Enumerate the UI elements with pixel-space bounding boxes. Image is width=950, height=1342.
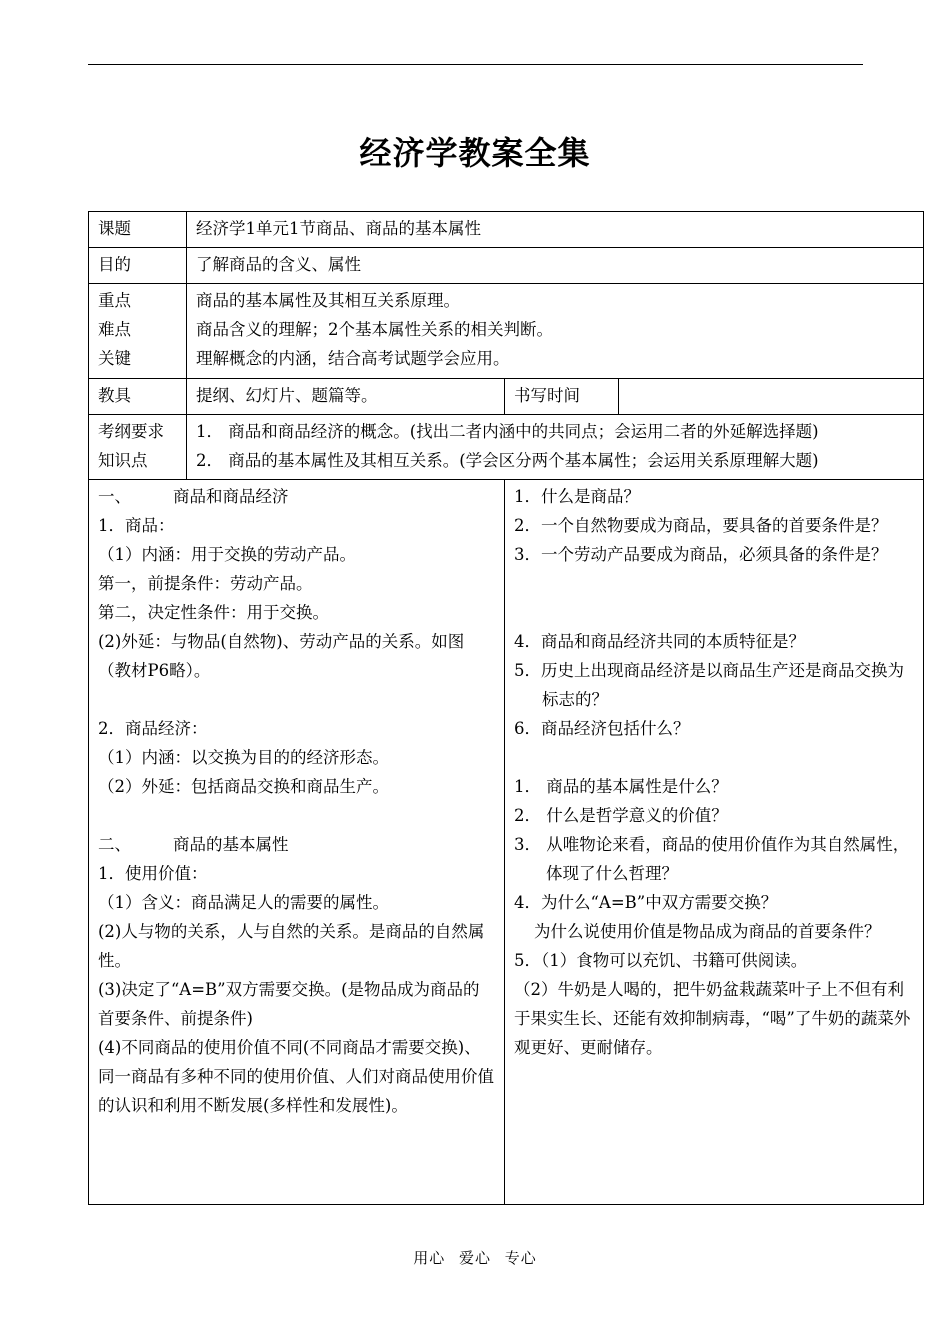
difficulty-value: 商品含义的理解；2个基本属性关系的相关判断。 [196, 320, 553, 339]
lesson-plan-table [88, 211, 924, 1205]
spacer [514, 743, 915, 772]
s2-1d: (4)不同商品的使用价值不同(不同商品才需要交换)、同一商品有多种不同的使用价值、人们对商品使用价值的认识和利用不断发展(多样性和发展性)。 [98, 1038, 494, 1115]
key-value: 商品的基本属性及其相互关系原理。 [196, 291, 460, 310]
difficulty-label: 难点 [98, 320, 131, 339]
s1-item1: 1．商品： [98, 516, 175, 535]
content-row [89, 480, 924, 1205]
review-5: 5．（1）食物可以充饥、书籍可供阅读。 [514, 951, 808, 970]
review-4: 4．为什么“A=B”中双方需要交换？ [514, 893, 778, 912]
review-1: 1． 商品的基本属性是什么？ [514, 777, 728, 796]
crux-value: 理解概念的内涵，结合高考试题学会应用。 [196, 349, 510, 368]
review-5b: （2）牛奶是人喝的，把牛奶盆栽蔬菜叶子上不但有利于果实生长、还能有效抑制病毒，“喝”了牛奶的蔬菜外观更好、更耐储存。 [514, 980, 911, 1057]
key-label: 重点 [98, 291, 131, 310]
question-2: 2．一个自然物要成为商品，要具备的首要条件是？ [514, 516, 888, 535]
key-points-row [89, 284, 924, 379]
outline-row [89, 415, 924, 480]
s1-item2: 2．商品经济： [98, 719, 208, 738]
write-time-value [619, 379, 924, 415]
s1-1a: （1）内涵：用于交换的劳动产品。 [98, 545, 356, 564]
purpose-value: 了解商品的含义、属性 [187, 248, 924, 284]
knowledge-label: 知识点 [98, 451, 148, 470]
review-3: 3． 从唯物论来看，商品的使用价值作为其自然属性，体现了什么哲理？ [514, 835, 910, 883]
question-1: 1．什么是商品？ [514, 487, 640, 506]
spacer [514, 598, 915, 627]
page-footer [0, 1247, 950, 1268]
section2-title: 二、 商品的基本属性 [98, 835, 289, 854]
review-2: 2． 什么是哲学意义的价值？ [514, 806, 728, 825]
footer-word: 爱心 [458, 1249, 491, 1267]
footer-word: 用心 [413, 1249, 446, 1267]
tools-row [89, 379, 924, 415]
s1-1d: (2)外延：与物品(自然物)、劳动产品的关系。如图（教材P6略）。 [98, 632, 465, 680]
outline-labels [89, 415, 187, 480]
content-right [505, 480, 924, 1205]
s1-1c: 第二，决定性条件：用于交换。 [98, 603, 329, 622]
s1-1b: 第一，前提条件：劳动产品。 [98, 574, 313, 593]
key-points-values [187, 284, 924, 379]
document-title: 经济学教案全集 [359, 134, 591, 172]
write-time-label: 书写时间 [505, 379, 619, 415]
section1-title: 一、 商品和商品经济 [98, 487, 289, 506]
s1-2a: （1）内涵：以交换为目的的经济形态。 [98, 748, 389, 767]
header-rule [88, 64, 863, 65]
review-4b: 为什么说使用价值是物品成为商品的首要条件？ [534, 922, 881, 941]
outline-item: 1． 商品和商品经济的概念。(找出二者内涵中的共同点；会运用二者的外延解选择题) [196, 422, 819, 441]
content-left [89, 480, 505, 1205]
spacer [514, 569, 915, 598]
topic-row [89, 212, 924, 248]
spacer [98, 801, 496, 830]
s2-1c: (3)决定了“A=B”双方需要交换。(是物品成为商品的首要条件、前提条件) [98, 980, 480, 1028]
spacer [98, 685, 496, 714]
outline-item: 2． 商品的基本属性及其相互关系。(学会区分两个基本属性；会运用关系原理解大题) [196, 451, 819, 470]
outline-label: 考纲要求 [98, 422, 164, 441]
purpose-label: 目的 [89, 248, 187, 284]
question-5: 5．历史上出现商品经济是以商品生产还是商品交换为标志的？ [514, 661, 904, 709]
s2-1b: (2)人与物的关系，人与自然的关系。是商品的自然属性。 [98, 922, 485, 970]
topic-label: 课题 [89, 212, 187, 248]
topic-value: 经济学1单元1节商品、商品的基本属性 [187, 212, 924, 248]
tools-value: 提纲、幻灯片、题篇等。 [187, 379, 505, 415]
s2-1a: （1）含义：商品满足人的需要的属性。 [98, 893, 389, 912]
question-4: 4．商品和商品经济共同的本质特征是？ [514, 632, 805, 651]
purpose-row [89, 248, 924, 284]
tools-label: 教具 [89, 379, 187, 415]
outline-items [187, 415, 924, 480]
question-3: 3．一个劳动产品要成为商品，必须具备的条件是？ [514, 545, 888, 564]
question-6: 6．商品经济包括什么？ [514, 719, 690, 738]
crux-label: 关键 [98, 349, 131, 368]
s1-2b: （2）外延：包括商品交换和商品生产。 [98, 777, 389, 796]
key-points-labels [89, 284, 187, 379]
footer-word: 专心 [504, 1249, 537, 1267]
s2-item1: 1．使用价值： [98, 864, 208, 883]
